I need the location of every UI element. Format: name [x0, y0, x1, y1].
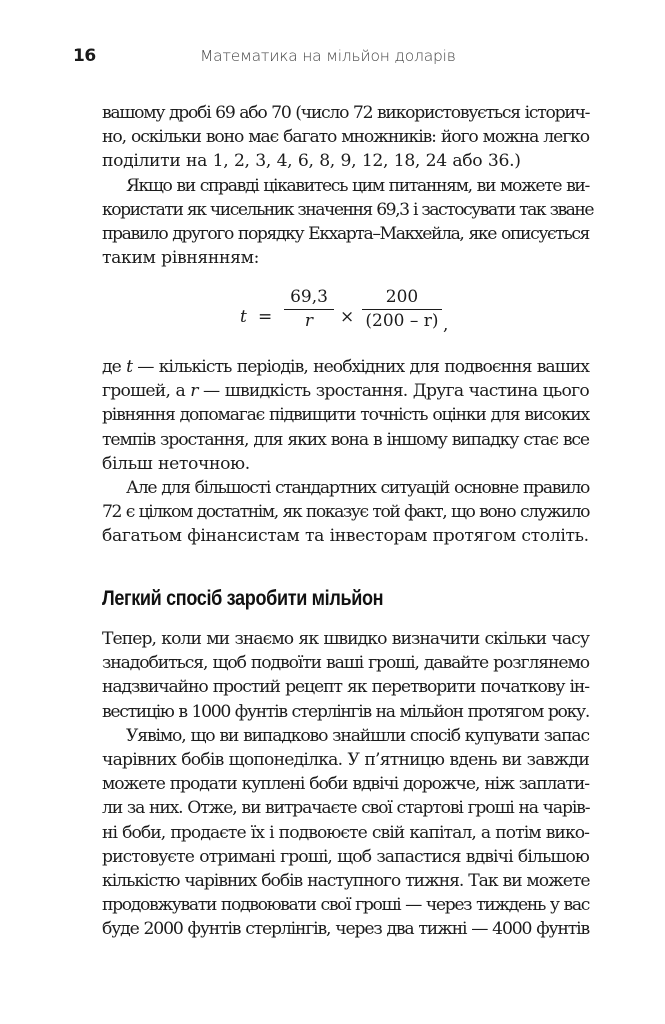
text-fragment: — кількість періодів, необхідних для подвоєння ваших	[132, 357, 589, 377]
text-line: користати як чисельник значення 69,3 і застосувати так зване	[102, 199, 594, 220]
text-line: багатьом фінансистам та інвесторам протягом століть.	[102, 526, 589, 547]
formula-variable-t: t	[240, 307, 247, 327]
text-line	[102, 355, 589, 379]
text-line: знадобиться, щоб подвоїти ваші гроші, давайте розглянемо	[102, 653, 589, 674]
paragraph-block-intro	[102, 101, 594, 270]
text-line: Уявімо, що ви випадково знайшли спосіб купувати запас	[126, 725, 589, 746]
text-line: ні боби, продаєте їх і подвоюєте свій капітал, а потім вико-	[102, 822, 589, 843]
fraction-denominator: r	[304, 311, 314, 332]
text-line: надзвичайно простий рецепт як перетворити початкову ін-	[102, 677, 589, 698]
formula-fraction-1	[284, 287, 334, 331]
formula-equals: =	[258, 307, 273, 327]
doubling-time-formula	[240, 287, 460, 357]
text-line: продовжувати подвоювати свої гроші — через тиждень у вас	[102, 895, 589, 916]
text-line: вестицію в 1000 фунтів стерлінгів на мільйон протягом року.	[102, 701, 589, 722]
text-fragment: — швидкість зростання. Друга частина цього	[197, 381, 589, 402]
paragraph-block-explanation	[102, 355, 589, 549]
page-header	[0, 46, 665, 70]
fraction-bar	[284, 309, 334, 310]
fraction-bar	[362, 309, 442, 310]
text-line: правило другого порядку Екхарта–Макхейла, яке описується	[102, 223, 589, 244]
text-fragment: де	[102, 357, 127, 377]
fraction-denominator: (200 – r)	[365, 311, 439, 332]
text-line: темпів зростання, для яких вона в іншому випадку стає все	[102, 429, 589, 450]
fraction-numerator: 69,3	[290, 287, 328, 307]
text-line: кількістю чарівних бобів наступного тижня. Так ви можете	[102, 870, 590, 891]
text-fragment: грошей, а	[102, 381, 191, 402]
formula-fraction-2	[362, 287, 442, 331]
page-number: 16	[73, 46, 96, 66]
text-line: 72 є цілком достатнім, як показує той факт, що воно служило	[102, 502, 589, 523]
running-title: Математика на мільйон доларів	[200, 47, 456, 65]
formula-times: ×	[340, 307, 355, 327]
text-line: поділити на 1, 2, 3, 4, 6, 8, 9, 12, 18, 24 або 36.)	[102, 151, 521, 172]
text-line	[102, 379, 589, 403]
text-line: чарівних бобів щопонеділка. У п’ятницю вдень ви завжди	[102, 749, 589, 770]
section-heading: Легкий спосіб заробити мільйон	[102, 587, 384, 610]
text-line: ристовуєте отримані гроші, щоб запастися вдвічі більшою	[102, 846, 589, 867]
text-line: вашому дробі 69 або 70 (число 72 використовується історич-	[102, 103, 590, 123]
variable-t: t	[126, 357, 133, 377]
text-line: можете продати куплені боби вдвічі дорожче, ніж заплати-	[102, 774, 589, 795]
text-line: таким рівнянням:	[102, 248, 260, 269]
text-line: Тепер, коли ми знаємо як швидко визначити скільки часу	[102, 629, 589, 649]
text-line: рівняння допомагає підвищити точність оцінки для високих	[102, 405, 589, 426]
fraction-numerator: 200	[385, 287, 419, 307]
text-line: но, оскільки воно має багато множників: його можна легко	[102, 127, 589, 148]
text-line: Якщо ви справді цікавитесь цим питанням, ви можете ви-	[126, 175, 589, 196]
formula-comma: ,	[443, 315, 449, 335]
paragraph-block-section	[102, 627, 589, 941]
variable-r: r	[190, 381, 198, 402]
text-line: ли за них. Отже, ви витрачаєте свої стартові гроші на чарів-	[102, 798, 590, 819]
text-line: Але для більшості стандартних ситуацій основне правило	[126, 477, 589, 498]
text-line: буде 2000 фунтів стерлінгів, через два тижні — 4000 фунтів	[102, 919, 589, 940]
text-line: більш неточною.	[102, 453, 250, 474]
